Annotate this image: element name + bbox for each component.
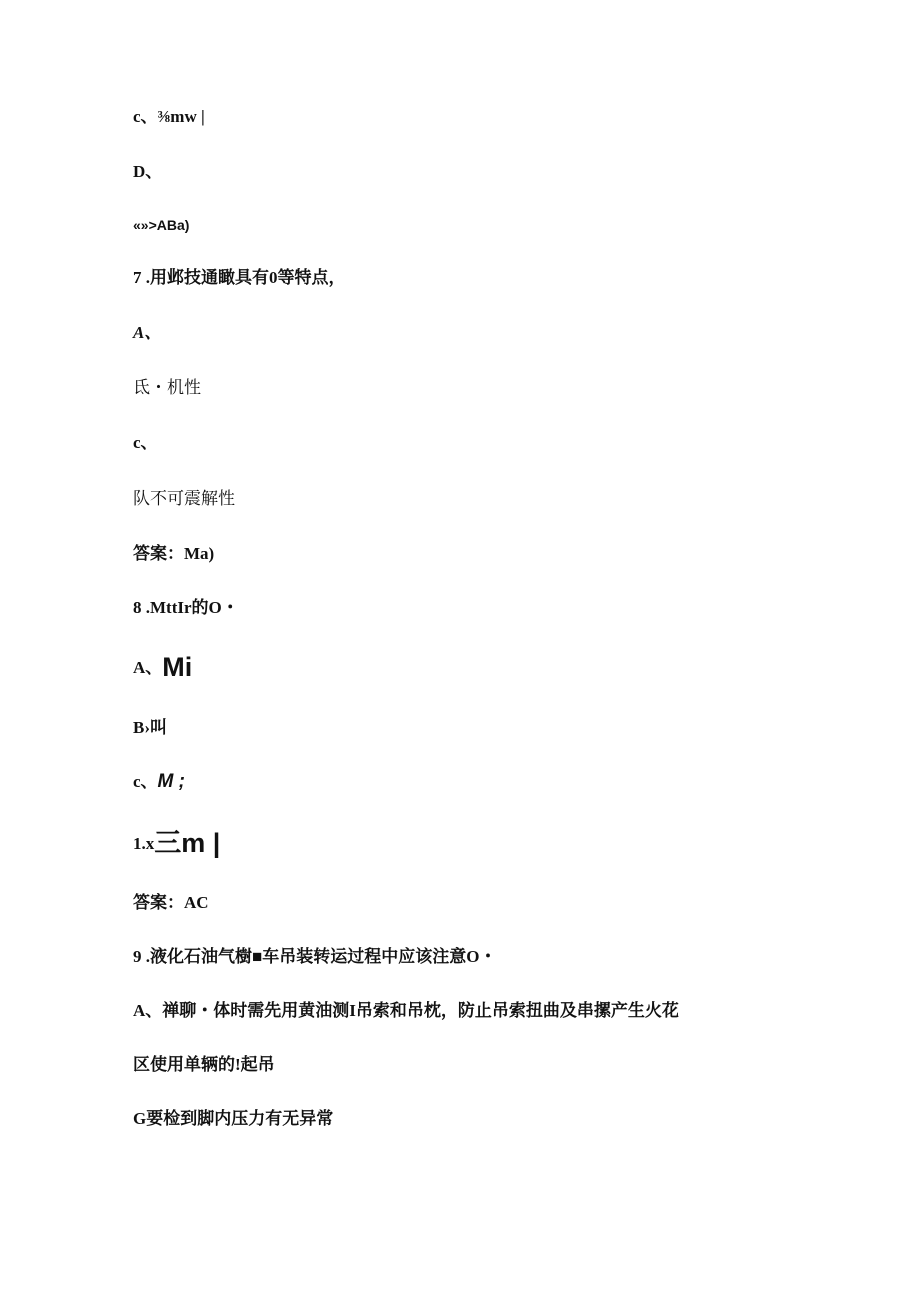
option-c-prefix: c、 [133,772,158,791]
option-d-prefix: 1.x [133,834,155,853]
option-c-line [133,772,185,792]
question-7: 7 .用邺技通瞰具有0等特点， [133,268,346,287]
option-d-formula: 三m | [154,828,221,858]
option-b-line: 区使用单辆的!起吊 [133,1055,275,1074]
option-a-line: A、禅聊・体时需先用黄油测I吊索和吊枕，防止吊索扭曲及串摞产生火花 [133,1001,679,1020]
option-a-formula: Mi [162,652,193,682]
option-c-line: c、 [133,433,158,452]
option-a-line [133,652,193,682]
answer-line: 答案：AC [133,893,209,912]
option-a-line: A、 [133,323,162,342]
option-d-line [133,828,221,858]
option-c-line: c、⅜mw | [133,107,205,126]
option-d-line: D、 [133,162,163,181]
option-c-line: G要检到脚内压力有无异常 [133,1109,334,1128]
option-d-text: 队不可震解性 [133,489,235,508]
question-8: 8 .MttIr的O・ [133,598,239,617]
option-c-formula: M ; [157,771,185,792]
option-a-prefix: A、 [133,658,163,677]
answer-line: 答案：Ma) [133,544,215,563]
option-b-line: B›叫 [133,718,167,737]
answer-line: «»>ABa) [133,217,190,233]
option-b-text: 氐・机性 [133,378,201,397]
question-9: 9 .液化石油气樹■车吊装转运过程中应该注意O・ [133,947,497,966]
